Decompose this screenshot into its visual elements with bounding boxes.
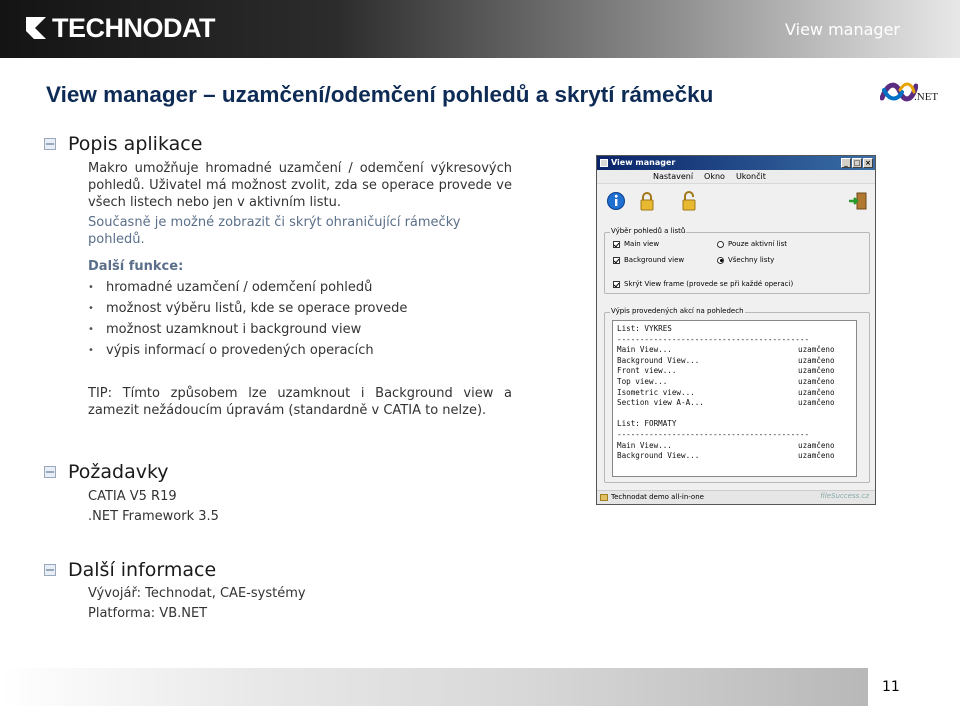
log-row: Top view... uzamčeno bbox=[617, 376, 835, 386]
log-sheet-header: List: FORMATY bbox=[617, 419, 677, 429]
header-bar bbox=[0, 0, 960, 58]
status-icon bbox=[600, 494, 608, 501]
footer-bar bbox=[0, 668, 868, 706]
log-sheet-header: List: VYKRES bbox=[617, 324, 672, 333]
log-row: Section view A-A... uzamčeno bbox=[617, 398, 835, 408]
background-view-option[interactable] bbox=[613, 256, 684, 264]
minimize-button[interactable]: _ bbox=[841, 158, 851, 168]
list-item: • výpis informací o provedených operacích bbox=[88, 342, 407, 363]
menu-nastaveni[interactable]: Nastavení bbox=[653, 172, 694, 181]
features-heading: Další funkce: bbox=[88, 259, 184, 274]
log-group-label: Výpis provedených akcí na pohledech bbox=[611, 307, 744, 315]
requirement-1: CATIA V5 R19 bbox=[88, 489, 177, 504]
all-sheets-option[interactable] bbox=[717, 256, 774, 264]
sheet-selection-group bbox=[604, 227, 870, 294]
log-row: Front view... uzamčeno bbox=[617, 366, 835, 376]
main-view-option[interactable] bbox=[613, 240, 659, 248]
log-blank bbox=[617, 409, 852, 420]
list-item: • možnost výběru listů, kde se operace provede bbox=[88, 300, 407, 321]
popis-paragraph-1 bbox=[88, 160, 512, 211]
log-separator: ------------------------------------------ bbox=[617, 334, 810, 344]
technodat-logo-icon bbox=[26, 13, 50, 43]
main-view-label: Main view bbox=[624, 240, 660, 248]
log-row: Main View... uzamčeno bbox=[617, 345, 835, 355]
active-sheet-label: Pouze aktivní list bbox=[728, 240, 787, 248]
slide-title: View manager – uzamčení/odemčení pohledů a skrytí rámečku bbox=[46, 82, 714, 107]
square-bullet-icon bbox=[44, 138, 56, 150]
section-popis-title: Popis aplikace bbox=[68, 133, 203, 155]
log-row: Isometric view... uzamčeno bbox=[617, 387, 835, 397]
section-popis-heading bbox=[44, 133, 202, 155]
active-sheet-option[interactable] bbox=[717, 240, 787, 248]
app-icon bbox=[600, 159, 608, 167]
status-bar bbox=[597, 490, 875, 504]
brand-name: TECHNODAT bbox=[52, 13, 215, 43]
log-row: Main View... uzamčeno bbox=[617, 440, 835, 450]
log-separator: ------------------------------------------ bbox=[617, 429, 810, 439]
dotnet-label: .NET bbox=[914, 91, 939, 103]
technodat-logo bbox=[26, 13, 215, 43]
log-row: Background View... uzamčeno bbox=[617, 451, 835, 461]
popis-text-1: Makro umožňuje hromadné uzamčení / odemčení výkresových pohledů. Uživatel má možnost zvolit, zda se operace provede ve všech listech nebo jen v aktivním listu. bbox=[88, 161, 512, 210]
info-developer: Vývojář: Technodat, CAE-systémy bbox=[88, 586, 306, 601]
view-manager-window bbox=[596, 155, 876, 505]
menu-okno[interactable]: Okno bbox=[704, 172, 725, 181]
log-output[interactable] bbox=[612, 320, 857, 477]
info-platform: Platforma: VB.NET bbox=[88, 606, 208, 621]
hide-frame-checkbox[interactable] bbox=[613, 281, 620, 288]
square-bullet-icon bbox=[44, 564, 56, 576]
section-pozadavky-heading bbox=[44, 461, 169, 483]
background-view-checkbox[interactable] bbox=[613, 257, 620, 264]
active-sheet-radio[interactable] bbox=[717, 241, 724, 248]
hide-frame-label: Skrýt View frame (provede se při každé operaci) bbox=[624, 280, 794, 288]
window-controls bbox=[841, 158, 873, 168]
dotnet-logo bbox=[880, 80, 938, 104]
status-text: Technodat demo all-in-one bbox=[611, 493, 704, 501]
main-view-checkbox[interactable] bbox=[613, 241, 620, 248]
info-icon[interactable] bbox=[606, 191, 626, 211]
requirement-2: .NET Framework 3.5 bbox=[88, 509, 219, 524]
maximize-button[interactable]: □ bbox=[853, 159, 861, 167]
dotnet-wave-icon bbox=[880, 80, 918, 104]
toolbar bbox=[597, 184, 875, 218]
square-bullet-icon bbox=[44, 466, 56, 478]
window-title: View manager bbox=[611, 158, 676, 167]
unlock-icon[interactable] bbox=[679, 191, 699, 211]
sheet-selection-label: Výběr pohledů a listů bbox=[611, 227, 686, 235]
section-dalsi-heading bbox=[44, 559, 216, 581]
background-view-label: Background view bbox=[624, 256, 685, 264]
watermark: fileSuccess.cz bbox=[820, 492, 869, 500]
page-number: 11 bbox=[882, 679, 900, 695]
section-pozadavky-title: Požadavky bbox=[68, 461, 169, 483]
popis-paragraph-2: Současně je možné zobrazit či skrýt ohraničující rámečky pohledů. bbox=[88, 215, 461, 247]
header-section-label: View manager bbox=[785, 20, 900, 39]
exit-icon[interactable] bbox=[848, 191, 868, 211]
hide-frame-option[interactable] bbox=[613, 280, 793, 288]
menu-ukoncit[interactable]: Ukončit bbox=[735, 172, 766, 181]
all-sheets-label: Všechny listy bbox=[728, 256, 775, 264]
lock-icon[interactable] bbox=[637, 191, 657, 211]
features-list bbox=[88, 279, 407, 363]
log-row: Background View... uzamčeno bbox=[617, 355, 835, 365]
window-titlebar bbox=[597, 156, 875, 170]
tip-paragraph: TIP: Tímto způsobem lze uzamknout i Background view a zamezit nežádoucím úpravám (standardně v CATIA to nelze). bbox=[88, 386, 512, 418]
list-item: • hromadné uzamčení / odemčení pohledů bbox=[88, 279, 407, 300]
list-item: • možnost uzamknout i background view bbox=[88, 321, 407, 342]
section-dalsi-title: Další informace bbox=[68, 559, 217, 581]
menu-bar bbox=[597, 170, 875, 184]
close-button[interactable]: × bbox=[863, 158, 873, 168]
all-sheets-radio[interactable] bbox=[717, 257, 724, 264]
